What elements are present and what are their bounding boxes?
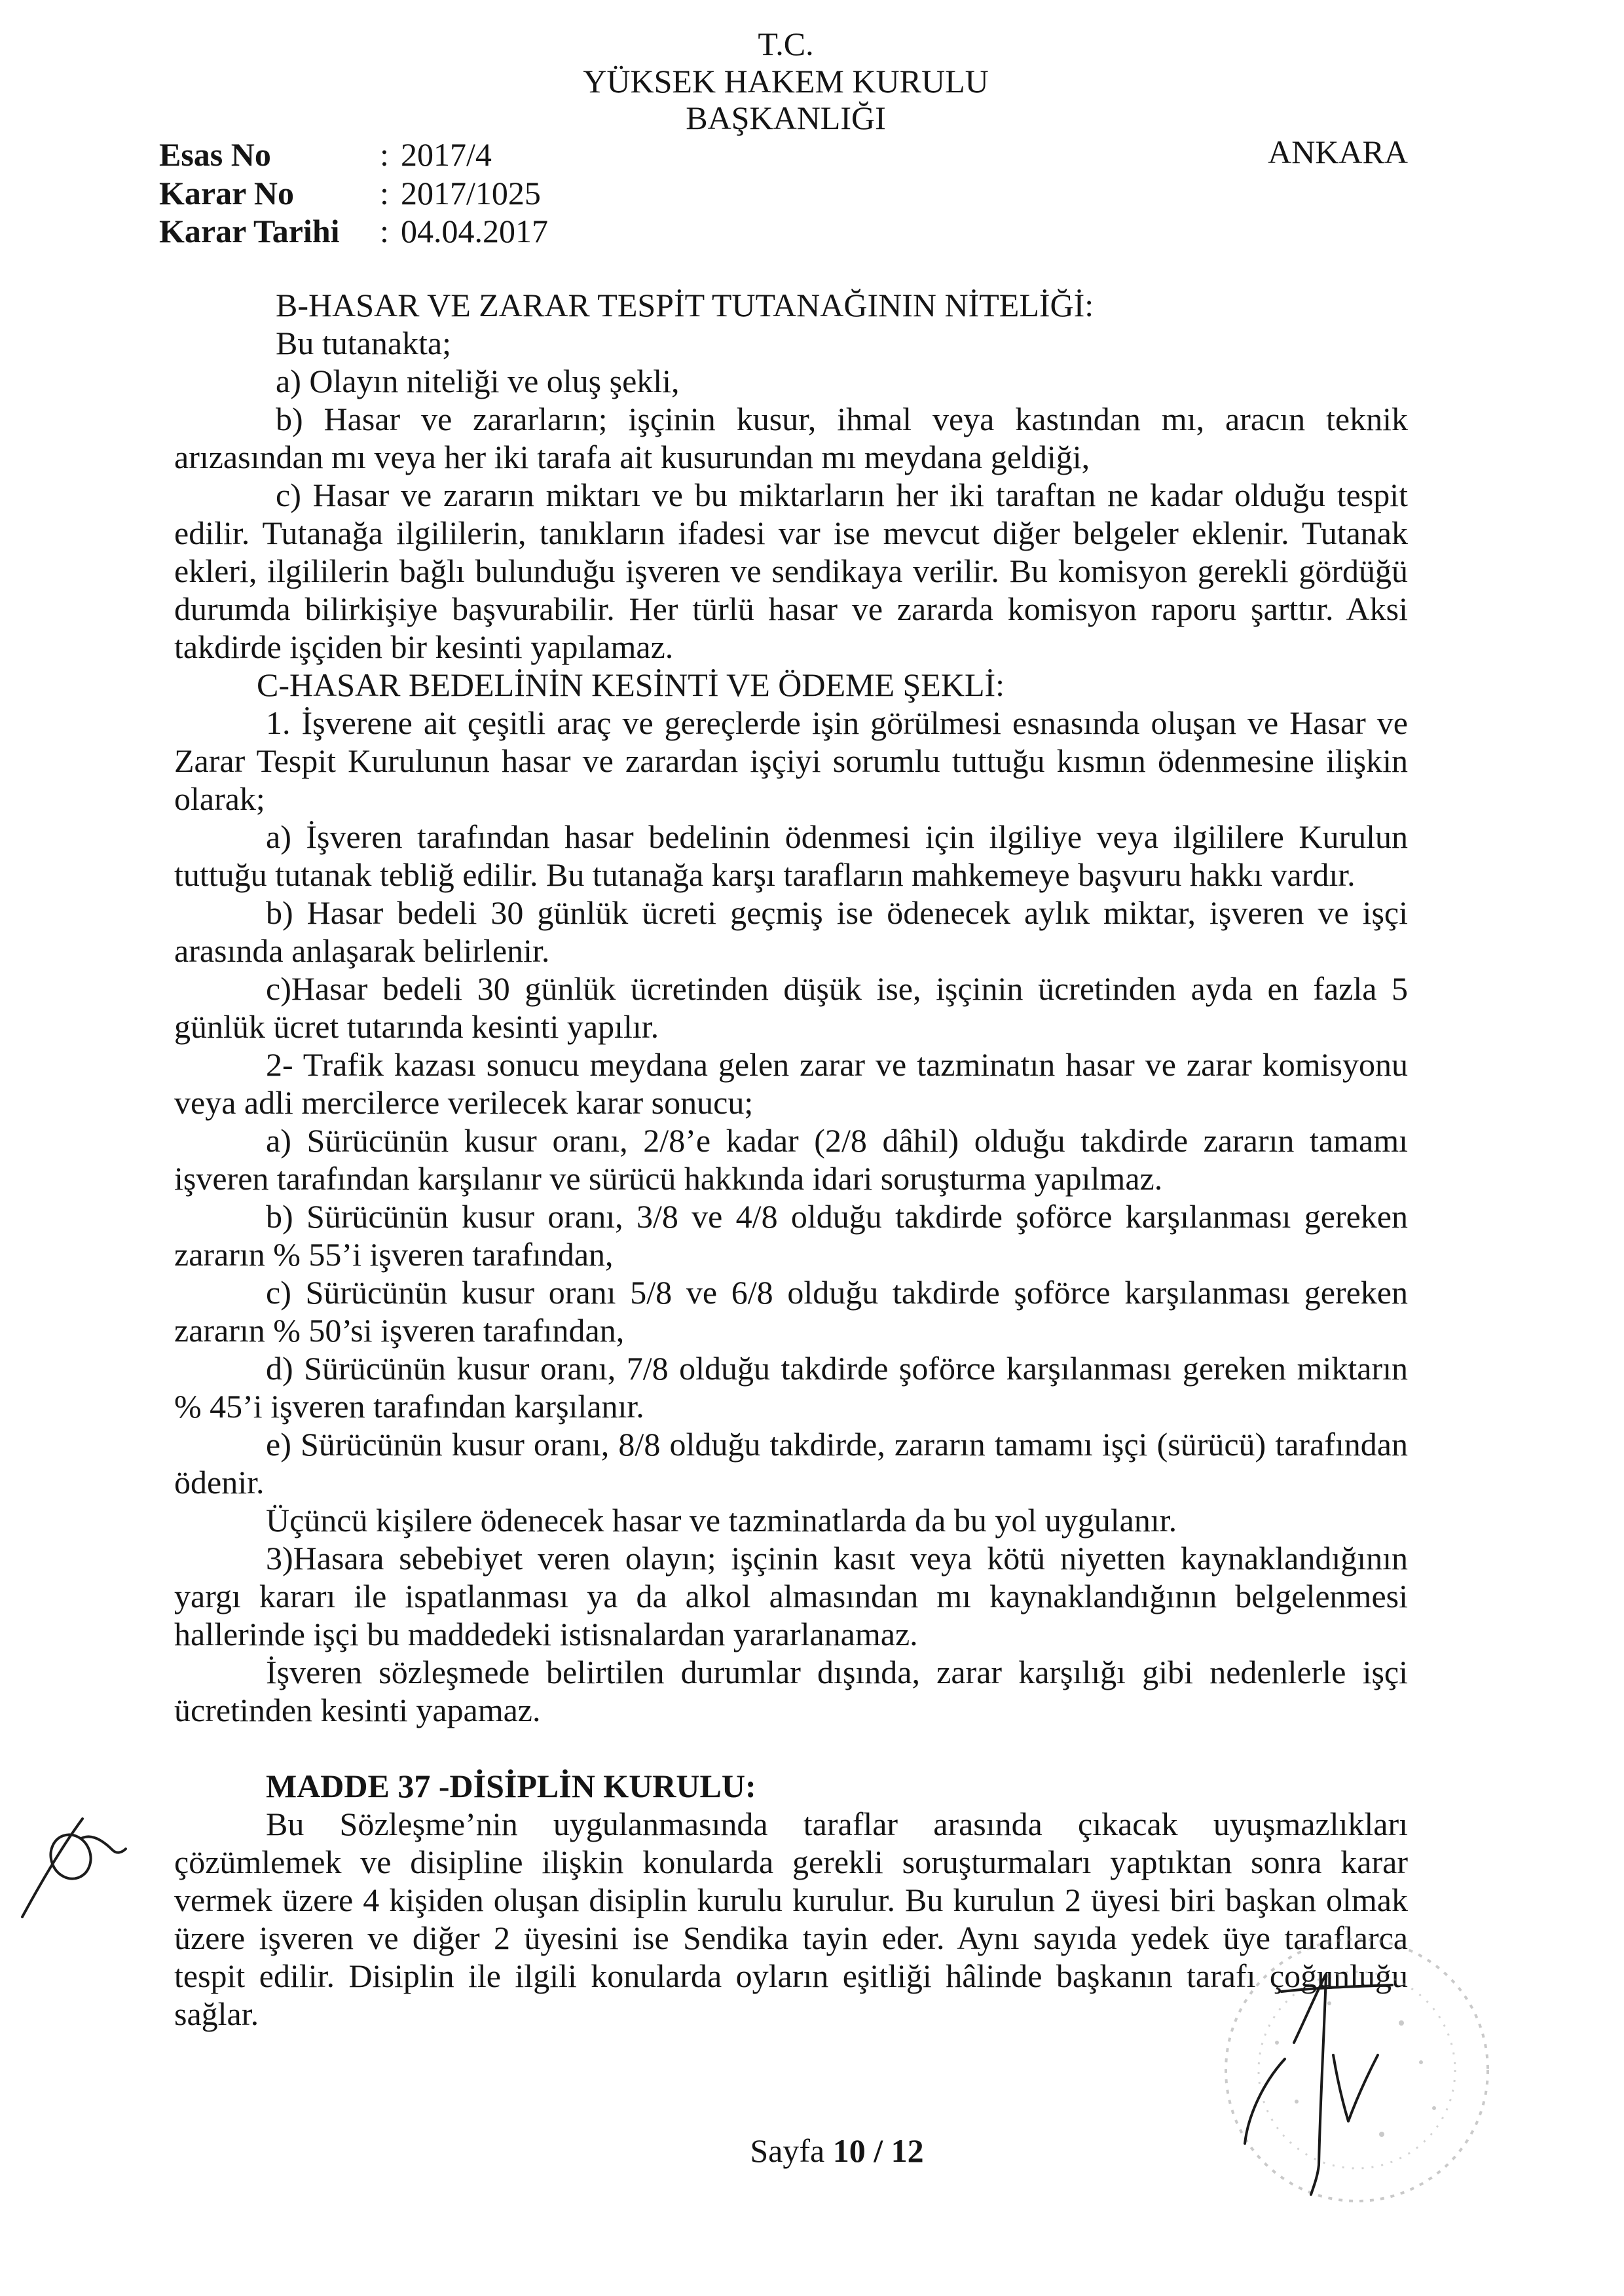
signature	[1245, 1974, 1392, 2195]
text-line: yargı kararı ile ispatlanması ya da alkol almasından mı kaynaklandığının belgelenmesi	[174, 1578, 1408, 1614]
text-line: üzere işveren ve diğer 2 üyesini ise Sendika tayin eder. Aynı sayıda yedek üye taraflarca	[174, 1920, 1408, 1956]
paragraph	[174, 970, 1408, 1046]
text-line: d) Sürücünün kusur oranı, 7/8 olduğu takdirde şoförce karşılanması gereken miktarın	[266, 1350, 1408, 1387]
text-line: e) Sürücünün kusur oranı, 8/8 olduğu takdirde, zararın tamamı işçi (sürücü) tarafından	[266, 1426, 1408, 1463]
header-line-presidency: BAŞKANLIĞI	[686, 100, 886, 136]
paragraph	[174, 324, 1408, 362]
text-line: Üçüncü kişilere ödenecek hasar ve tazminatlarda da bu yol uygulanır.	[266, 1502, 1177, 1539]
text-line: zararın % 55’i işveren tarafından,	[174, 1236, 614, 1273]
page-label: Sayfa	[750, 2132, 825, 2169]
text-line: a) İşveren tarafından hasar bedelinin ödenmesi için ilgiliye veya ilgililere Kurulun	[266, 818, 1408, 855]
text-line: edilir. Tutanağa ilgililerin, tanıkların ifadesi var ise mevcut diğer belgeler eklenir. Tutanak	[174, 515, 1408, 551]
case-row-esas	[159, 136, 618, 174]
paragraph	[174, 818, 1408, 894]
text-line: tuttuğu tutanak tebliğ edilir. Bu tutanağa karşı tarafların mahkemeye başvuru hakkı vardır.	[174, 856, 1356, 893]
paragraph	[174, 362, 1408, 400]
text-line: MADDE 37 -DİSİPLİN KURULU:	[266, 1768, 756, 1804]
article-37-heading	[174, 1767, 1408, 1805]
text-line: arasında anlaşarak belirlenir.	[174, 932, 550, 969]
text-line: olarak;	[174, 780, 265, 817]
paragraph	[174, 476, 1408, 666]
paragraph	[174, 1121, 1408, 1197]
text-line: sağlar.	[174, 1995, 259, 2032]
text-line: B-HASAR VE ZARAR TESPİT TUTANAĞININ NİTELİĞİ:	[276, 287, 1094, 323]
header-line-institution: YÜKSEK HAKEM KURULU	[583, 62, 989, 100]
text-line: Bu Sözleşme’nin uygulanmasında taraflar arasında çıkacak uyuşmazlıkları	[266, 1806, 1408, 1842]
text-line: veya adli mercilerce verilecek karar sonucu;	[174, 1084, 754, 1121]
case-row-karar	[159, 174, 618, 213]
text-line: günlük ücret tutarında kesinti yapılır.	[174, 1008, 659, 1045]
text-line: Bu tutanakta;	[276, 325, 451, 361]
section-b-heading	[174, 286, 1408, 324]
case-separator: :	[380, 174, 389, 211]
page-footer	[706, 2132, 968, 2170]
text-line: hallerinde işçi bu maddedeki istisnalardan yararlanamaz.	[174, 1616, 918, 1652]
paragraph	[174, 1425, 1408, 1501]
text-line: b) Hasar bedeli 30 günlük ücreti geçmiş ise ödenecek aylık miktar, işveren ve işçi	[266, 894, 1408, 931]
text-line: c) Hasar ve zararın miktarı ve bu miktarların her iki taraftan ne kadar olduğu tespit	[276, 477, 1408, 513]
text-line: 3)Hasara sebebiyet veren olayın; işçinin kasıt veya kötü niyetten kaynaklandığının	[266, 1540, 1408, 1576]
paragraph	[174, 1273, 1408, 1349]
case-label: Esas No	[159, 136, 271, 173]
paragraph	[174, 1539, 1408, 1653]
page-number: 10 / 12	[832, 2132, 924, 2169]
case-value: 2017/1025	[401, 174, 541, 211]
case-separator: :	[380, 136, 389, 173]
document-body	[174, 286, 1408, 2033]
text-line: b) Hasar ve zararların; işçinin kusur, ihmal veya kastından mı, aracın teknik	[276, 401, 1408, 437]
text-line: b) Sürücünün kusur oranı, 3/8 ve 4/8 olduğu takdirde şoförce karşılanması gereken	[266, 1198, 1408, 1235]
margin-initials-signature	[13, 1807, 131, 1931]
section-c-heading	[174, 666, 1408, 704]
text-line: arızasından mı veya her iki tarafa ait kusurundan mı meydana geldiği,	[174, 439, 1090, 475]
text-line: vermek üzere 4 kişiden oluşan disiplin kurulu kurulur. Bu kurulun 2 üyesi biri başkan olmak	[174, 1882, 1408, 1918]
case-separator: :	[380, 213, 389, 249]
text-line: ödenir.	[174, 1464, 265, 1501]
paragraph	[174, 704, 1408, 818]
paragraph	[174, 894, 1408, 970]
stamp-and-signature	[1166, 1925, 1532, 2239]
text-line: 2- Trafik kazası sonucu meydana gelen zarar ve tazminatın hasar ve zarar komisyonu	[266, 1046, 1408, 1083]
text-line: işveren tarafından karşılanır ve sürücü hakkında idari soruşturma yapılmaz.	[174, 1160, 1163, 1197]
text-line: a) Sürücünün kusur oranı, 2/8’e kadar (2/8 dâhil) olduğu takdirde zararın tamamı	[266, 1122, 1408, 1159]
text-line: C-HASAR BEDELİNİN KESİNTİ VE ÖDEME ŞEKLİ:	[257, 666, 1005, 703]
blank-line	[174, 1729, 1408, 1767]
text-line: % 45’i işveren tarafından karşılanır.	[174, 1388, 644, 1425]
case-row-date	[159, 212, 618, 251]
text-line: c)Hasar bedeli 30 günlük ücretinden düşük ise, işçinin ücretinden ayda en fazla 5	[266, 970, 1408, 1007]
text-line: durumda bilirkişiye başvurabilir. Her türlü hasar ve zararda komisyon raporu şarttır. Aksi	[174, 591, 1408, 627]
paragraph	[174, 1197, 1408, 1273]
text-line: Zarar Tespit Kurulunun hasar ve zarardan işçiyi sorumlu tuttuğu kısmın ödenmesine ilişkin	[174, 742, 1408, 779]
text-line: ekleri, ilgililerin bağlı bulunduğu işveren ve sendikaya verilir. Bu komisyon gerekli gördüğü	[174, 553, 1408, 589]
case-value: 2017/4	[401, 136, 492, 173]
case-value: 04.04.2017	[401, 213, 548, 249]
case-info	[159, 136, 618, 251]
stamp-seal	[1226, 1939, 1488, 2201]
institution-header	[557, 26, 1015, 137]
case-label: Karar No	[159, 174, 294, 211]
text-line: takdirde işçiden bir kesinti yapılamaz.	[174, 629, 674, 665]
paragraph	[174, 400, 1408, 476]
text-line: 1. İşverene ait çeşitli araç ve gereçlerde işin görülmesi esnasında oluşan ve Hasar ve	[266, 704, 1408, 741]
header-line-tc: T.C.	[758, 26, 814, 62]
text-line: İşveren sözleşmede belirtilen durumlar dışında, zarar karşılığı gibi nedenlerle işçi	[266, 1654, 1408, 1690]
paragraph	[174, 1653, 1408, 1729]
case-label: Karar Tarihi	[159, 213, 340, 249]
text-line: tespit edilir. Disiplin ile ilgili konularda oyların eşitliği hâlinde başkanın tarafı çoğunluğu	[174, 1958, 1408, 1994]
paragraph	[174, 1501, 1408, 1539]
text-line: ücretinden kesinti yapamaz.	[174, 1692, 541, 1728]
text-line: çözümlemek ve disipline ilişkin konularda gerekli soruşturmaları yaptıktan sonra karar	[174, 1844, 1408, 1880]
paragraph	[174, 1349, 1408, 1425]
text-line: a) Olayın niteliği ve oluş şekli,	[276, 363, 680, 399]
paragraph	[174, 1046, 1408, 1121]
text-line: zararın % 50’si işveren tarafından,	[174, 1312, 625, 1349]
text-line: c) Sürücünün kusur oranı 5/8 ve 6/8 olduğu takdirde şoförce karşılanması gereken	[266, 1274, 1408, 1311]
city-label: ANKARA	[1268, 134, 1408, 170]
